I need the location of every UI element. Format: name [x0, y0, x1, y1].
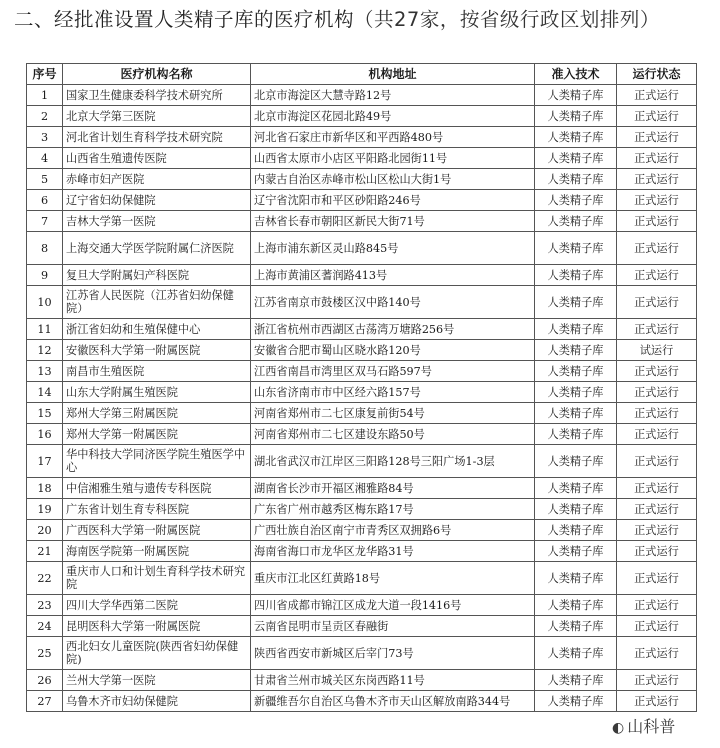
table-row: [27, 286, 697, 319]
cell-tech: 人类精子库: [535, 361, 617, 382]
title-main: 二、经批准设置人类精子库的医疗机构: [14, 8, 355, 31]
cell-tech: 人类精子库: [535, 445, 617, 478]
table-row: [27, 127, 697, 148]
cell-name: 北京大学第三医院: [63, 106, 251, 127]
cell-address: 重庆市江北区红黄路18号: [251, 562, 535, 595]
cell-status: 正式运行: [617, 265, 697, 286]
cell-tech: 人类精子库: [535, 670, 617, 691]
header-tech: 准入技术: [535, 64, 617, 85]
cell-status: 正式运行: [617, 637, 697, 670]
cell-address: 浙江省杭州市西湖区古荡湾万塘路256号: [251, 319, 535, 340]
table-row: [27, 424, 697, 445]
cell-no: 22: [27, 562, 63, 595]
cell-name: 海南医学院第一附属医院: [63, 541, 251, 562]
cell-no: 1: [27, 85, 63, 106]
cell-name: 郑州大学第一附属医院: [63, 424, 251, 445]
table-row: [27, 670, 697, 691]
wechat-bubble-icon: ◐: [612, 720, 625, 736]
cell-name: 西北妇女儿童医院(陕西省妇幼保健院): [63, 637, 251, 670]
cell-name: 华中科技大学同济医学院生殖医学中心: [63, 445, 251, 478]
cell-name: 四川大学华西第二医院: [63, 595, 251, 616]
header-status: 运行状态: [617, 64, 697, 85]
cell-tech: 人类精子库: [535, 541, 617, 562]
cell-status: 正式运行: [617, 595, 697, 616]
cell-name: 浙江省妇幼和生殖保健中心: [63, 319, 251, 340]
cell-address: 广西壮族自治区南宁市青秀区双拥路6号: [251, 520, 535, 541]
cell-address: 上海市黄浦区蓍润路413号: [251, 265, 535, 286]
cell-no: 20: [27, 520, 63, 541]
cell-no: 18: [27, 478, 63, 499]
cell-status: 正式运行: [617, 127, 697, 148]
table-row: [27, 691, 697, 712]
cell-status: 正式运行: [617, 106, 697, 127]
cell-name: 山东大学附属生殖医院: [63, 382, 251, 403]
cell-status: 正式运行: [617, 670, 697, 691]
cell-status: 正式运行: [617, 403, 697, 424]
cell-no: 26: [27, 670, 63, 691]
cell-status: 正式运行: [617, 499, 697, 520]
cell-name: 兰州大学第一医院: [63, 670, 251, 691]
table-row: [27, 541, 697, 562]
cell-tech: 人类精子库: [535, 211, 617, 232]
cell-status: 正式运行: [617, 148, 697, 169]
cell-address: 山西省太原市小店区平阳路北园街11号: [251, 148, 535, 169]
cell-status: 正式运行: [617, 691, 697, 712]
table-row: [27, 190, 697, 211]
cell-status: 试运行: [617, 340, 697, 361]
table-row: [27, 520, 697, 541]
cell-address: 吉林省长春市朝阳区新民大街71号: [251, 211, 535, 232]
cell-name: 郑州大学第三附属医院: [63, 403, 251, 424]
cell-tech: 人类精子库: [535, 106, 617, 127]
header-name: 医疗机构名称: [63, 64, 251, 85]
cell-status: 正式运行: [617, 286, 697, 319]
cell-name: 复旦大学附属妇产科医院: [63, 265, 251, 286]
table-row: [27, 616, 697, 637]
cell-address: 内蒙古自治区赤峰市松山区松山大街1号: [251, 169, 535, 190]
cell-no: 19: [27, 499, 63, 520]
cell-no: 27: [27, 691, 63, 712]
cell-no: 12: [27, 340, 63, 361]
institution-table: [26, 63, 697, 712]
cell-tech: 人类精子库: [535, 286, 617, 319]
cell-no: 8: [27, 232, 63, 265]
cell-address: 河南省郑州市二七区建设东路50号: [251, 424, 535, 445]
cell-status: 正式运行: [617, 211, 697, 232]
table-row: [27, 211, 697, 232]
cell-name: 南昌市生殖医院: [63, 361, 251, 382]
cell-tech: 人类精子库: [535, 127, 617, 148]
table-header-row: [27, 64, 697, 85]
cell-tech: 人类精子库: [535, 520, 617, 541]
cell-address: 安徽省合肥市蜀山区晓水路120号: [251, 340, 535, 361]
cell-no: 4: [27, 148, 63, 169]
cell-no: 25: [27, 637, 63, 670]
cell-address: 辽宁省沈阳市和平区砂阳路246号: [251, 190, 535, 211]
cell-no: 9: [27, 265, 63, 286]
table-row: [27, 382, 697, 403]
cell-status: 正式运行: [617, 445, 697, 478]
table-row: [27, 499, 697, 520]
cell-address: 北京市海淀区花园北路49号: [251, 106, 535, 127]
cell-tech: 人类精子库: [535, 148, 617, 169]
cell-tech: 人类精子库: [535, 190, 617, 211]
cell-address: 新疆维吾尔自治区乌鲁木齐市天山区解放南路344号: [251, 691, 535, 712]
cell-tech: 人类精子库: [535, 340, 617, 361]
cell-tech: 人类精子库: [535, 265, 617, 286]
cell-status: 正式运行: [617, 190, 697, 211]
cell-tech: 人类精子库: [535, 478, 617, 499]
cell-status: 正式运行: [617, 169, 697, 190]
cell-address: 北京市海淀区大慧寺路12号: [251, 85, 535, 106]
cell-name: 国家卫生健康委科学技术研究所: [63, 85, 251, 106]
cell-address: 上海市浦东新区灵山路845号: [251, 232, 535, 265]
table-row: [27, 148, 697, 169]
cell-status: 正式运行: [617, 232, 697, 265]
cell-tech: 人类精子库: [535, 403, 617, 424]
table-row: [27, 361, 697, 382]
cell-name: 上海交通大学医学院附属仁济医院: [63, 232, 251, 265]
cell-no: 6: [27, 190, 63, 211]
table-row: [27, 445, 697, 478]
cell-no: 23: [27, 595, 63, 616]
cell-status: 正式运行: [617, 541, 697, 562]
cell-address: 江西省南昌市湾里区双马石路597号: [251, 361, 535, 382]
cell-name: 赤峰市妇产医院: [63, 169, 251, 190]
cell-no: 17: [27, 445, 63, 478]
cell-name: 昆明医科大学第一附属医院: [63, 616, 251, 637]
cell-tech: 人类精子库: [535, 616, 617, 637]
cell-address: 湖北省武汉市江岸区三阳路128号三阳广场1-3层: [251, 445, 535, 478]
table-row: [27, 106, 697, 127]
cell-no: 15: [27, 403, 63, 424]
cell-tech: 人类精子库: [535, 424, 617, 445]
title-note: （共27家，按省级行政区划排列）: [354, 8, 660, 31]
cell-name: 辽宁省妇幼保健院: [63, 190, 251, 211]
cell-address: 陕西省西安市新城区后宰门73号: [251, 637, 535, 670]
table-row: [27, 562, 697, 595]
page-title: [14, 8, 714, 31]
cell-address: 海南省海口市龙华区龙华路31号: [251, 541, 535, 562]
cell-no: 5: [27, 169, 63, 190]
cell-no: 21: [27, 541, 63, 562]
cell-address: 湖南省长沙市开福区湘雅路84号: [251, 478, 535, 499]
cell-status: 正式运行: [617, 520, 697, 541]
cell-no: 7: [27, 211, 63, 232]
cell-status: 正式运行: [617, 85, 697, 106]
cell-address: 河北省石家庄市新华区和平西路480号: [251, 127, 535, 148]
cell-tech: 人类精子库: [535, 595, 617, 616]
table-row: [27, 319, 697, 340]
cell-tech: 人类精子库: [535, 691, 617, 712]
watermark: [608, 714, 679, 737]
cell-address: 广东省广州市越秀区梅东路17号: [251, 499, 535, 520]
table-row: [27, 340, 697, 361]
cell-status: 正式运行: [617, 616, 697, 637]
cell-no: 10: [27, 286, 63, 319]
cell-name: 河北省计划生育科学技术研究院: [63, 127, 251, 148]
cell-name: 吉林大学第一医院: [63, 211, 251, 232]
cell-name: 广东省计划生育专科医院: [63, 499, 251, 520]
cell-tech: 人类精子库: [535, 637, 617, 670]
cell-no: 2: [27, 106, 63, 127]
cell-name: 江苏省人民医院（江苏省妇幼保健院）: [63, 286, 251, 319]
cell-no: 11: [27, 319, 63, 340]
watermark-text: 山科普: [627, 717, 676, 736]
cell-tech: 人类精子库: [535, 85, 617, 106]
header-no: 序号: [27, 64, 63, 85]
table-row: [27, 232, 697, 265]
cell-no: 24: [27, 616, 63, 637]
table-row: [27, 169, 697, 190]
cell-address: 河南省郑州市二七区康复前街54号: [251, 403, 535, 424]
cell-no: 14: [27, 382, 63, 403]
cell-status: 正式运行: [617, 424, 697, 445]
cell-status: 正式运行: [617, 382, 697, 403]
cell-no: 3: [27, 127, 63, 148]
cell-address: 山东省济南市市中区经六路157号: [251, 382, 535, 403]
table-body: [27, 85, 697, 712]
table-row: [27, 637, 697, 670]
cell-tech: 人类精子库: [535, 232, 617, 265]
cell-name: 重庆市人口和计划生育科学技术研究院: [63, 562, 251, 595]
cell-no: 16: [27, 424, 63, 445]
cell-address: 四川省成都市锦江区成龙大道一段1416号: [251, 595, 535, 616]
table-row: [27, 85, 697, 106]
header-address: 机构地址: [251, 64, 535, 85]
cell-address: 江苏省南京市鼓楼区汉中路140号: [251, 286, 535, 319]
cell-status: 正式运行: [617, 319, 697, 340]
cell-tech: 人类精子库: [535, 499, 617, 520]
cell-tech: 人类精子库: [535, 319, 617, 340]
cell-status: 正式运行: [617, 361, 697, 382]
cell-status: 正式运行: [617, 478, 697, 499]
cell-name: 中信湘雅生殖与遗传专科医院: [63, 478, 251, 499]
table-row: [27, 595, 697, 616]
cell-tech: 人类精子库: [535, 382, 617, 403]
cell-address: 甘肃省兰州市城关区东岗西路11号: [251, 670, 535, 691]
cell-name: 安徽医科大学第一附属医院: [63, 340, 251, 361]
table-row: [27, 403, 697, 424]
cell-name: 山西省生殖遗传医院: [63, 148, 251, 169]
cell-name: 乌鲁木齐市妇幼保健院: [63, 691, 251, 712]
cell-no: 13: [27, 361, 63, 382]
table-row: [27, 265, 697, 286]
cell-status: 正式运行: [617, 562, 697, 595]
cell-address: 云南省昆明市呈贡区春融街: [251, 616, 535, 637]
cell-name: 广西医科大学第一附属医院: [63, 520, 251, 541]
cell-tech: 人类精子库: [535, 169, 617, 190]
cell-tech: 人类精子库: [535, 562, 617, 595]
table-row: [27, 478, 697, 499]
